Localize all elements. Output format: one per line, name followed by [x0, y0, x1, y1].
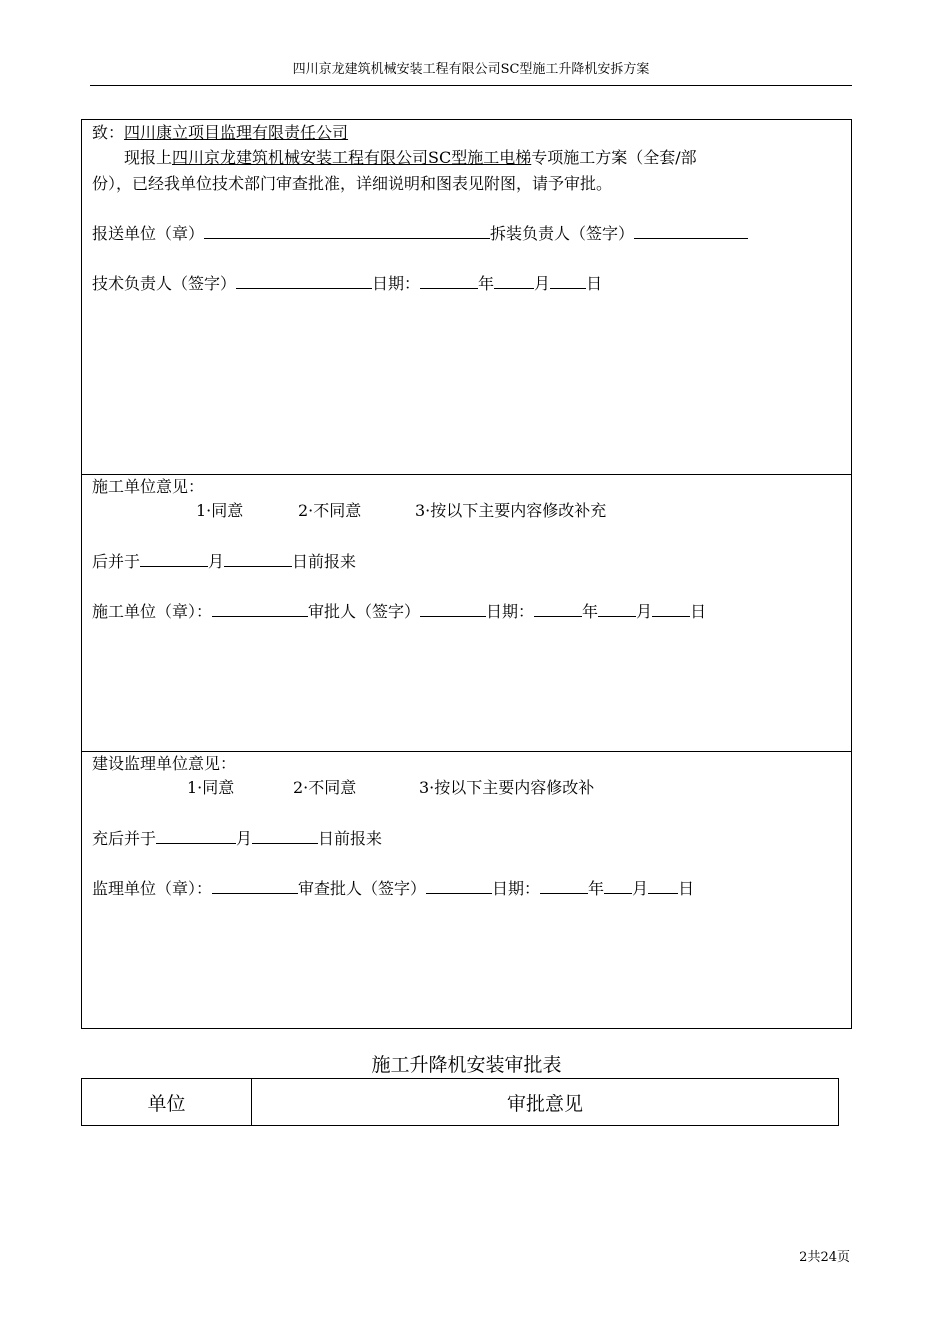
month-field[interactable]: [494, 272, 534, 289]
year-field[interactable]: [540, 877, 588, 894]
approver-field[interactable]: [420, 600, 486, 617]
para-prefix: 现报上: [124, 148, 173, 167]
submission-section: [81, 119, 852, 475]
resubmit-day-field[interactable]: [252, 827, 318, 844]
supervisor-unit-label: 监理单位（章）：: [92, 879, 213, 898]
month-field[interactable]: [604, 877, 632, 894]
addressee-line: [92, 123, 348, 143]
month-label: 月: [632, 879, 649, 898]
contractor-unit-label: 施工单位（章）：: [92, 602, 213, 621]
date-label: 日期：: [372, 274, 421, 293]
supervisor-option-disagree[interactable]: 2·不同意: [293, 778, 357, 797]
resubmit-month-label: 月: [236, 829, 253, 848]
addressee-company: 四川康立项目监理有限责任公司: [124, 123, 349, 142]
day-field[interactable]: [652, 600, 690, 617]
contractor-option-agree[interactable]: 1·同意: [196, 501, 244, 520]
supervisor-option-revise[interactable]: 3·按以下主要内容修改补: [419, 778, 595, 797]
year-field[interactable]: [420, 272, 478, 289]
contractor-opinion-title: 施工单位意见：: [92, 477, 205, 496]
supervisor-sign-line: [92, 877, 694, 899]
resubmit-month-field[interactable]: [156, 827, 236, 844]
header-rule: [90, 85, 852, 86]
contractor-option-disagree[interactable]: 2·不同意: [298, 501, 362, 520]
tech-lead-label: 技术负责人（签字）: [92, 274, 237, 293]
month-field[interactable]: [598, 600, 636, 617]
year-label: 年: [478, 274, 495, 293]
approver-field[interactable]: [426, 877, 492, 894]
approval-table-col-unit: 单位: [82, 1079, 252, 1125]
resubmit-month-field[interactable]: [140, 550, 208, 567]
year-label: 年: [582, 602, 599, 621]
submit-unit-field[interactable]: [204, 222, 490, 239]
approval-table-col-opinion: 审批意见: [506, 1092, 583, 1115]
submit-unit-label: 报送单位（章）: [92, 224, 205, 243]
contractor-opinion-section: [81, 474, 852, 752]
supervisor-option-agree[interactable]: 1·同意: [187, 778, 235, 797]
dismantle-lead-label: 拆装负责人（签字）: [490, 224, 635, 243]
year-label: 年: [588, 879, 605, 898]
dismantle-lead-field[interactable]: [634, 222, 748, 239]
page-number: 2共24页: [799, 1250, 850, 1265]
year-field[interactable]: [534, 600, 582, 617]
approver-label: 审查批人（签字）: [298, 879, 427, 898]
contractor-resubmit-line: [92, 550, 356, 572]
supervisor-opinion-section: [81, 751, 852, 1029]
approval-table-title: 施工升降机安装审批表: [371, 1054, 562, 1076]
day-label: 日: [678, 879, 695, 898]
date-label: 日期：: [486, 602, 535, 621]
addressee-prefix: 致：: [92, 123, 125, 142]
submission-paragraph-line2: 份），已经我单位技术部门审查批准，详细说明和图表见附图，请予审批。: [92, 174, 613, 193]
tech-lead-line: [92, 272, 602, 294]
approver-label: 审批人（签字）: [308, 602, 421, 621]
resubmit-suffix: 日前报来: [318, 829, 383, 848]
tech-lead-field[interactable]: [236, 272, 372, 289]
para-suffix: 专项施工方案（全套/部: [531, 148, 697, 167]
date-label: 日期：: [492, 879, 541, 898]
supervisor-unit-field[interactable]: [212, 877, 298, 894]
supervisor-opinion-title: 建设监理单位意见：: [92, 754, 237, 773]
month-label: 月: [636, 602, 653, 621]
contractor-unit-field[interactable]: [212, 600, 308, 617]
day-field[interactable]: [550, 272, 586, 289]
day-field[interactable]: [648, 877, 678, 894]
day-label: 日: [690, 602, 707, 621]
submission-paragraph-line1: [124, 148, 697, 168]
contractor-sign-line: [92, 600, 706, 622]
supervisor-resubmit-line: [92, 827, 382, 849]
month-label: 月: [534, 274, 551, 293]
resubmit-prefix: 后并于: [92, 552, 141, 571]
resubmit-day-field[interactable]: [224, 550, 292, 567]
resubmit-suffix: 日前报来: [292, 552, 357, 571]
submit-unit-line: [92, 222, 748, 244]
contractor-option-revise[interactable]: 3·按以下主要内容修改补充: [415, 501, 607, 520]
resubmit-month-label: 月: [208, 552, 225, 571]
resubmit-prefix: 充后并于: [92, 829, 157, 848]
approval-table: [81, 1078, 839, 1126]
page-header: 四川京龙建筑机械安装工程有限公司SC型施工升降机安拆方案: [292, 62, 650, 77]
day-label: 日: [586, 274, 603, 293]
para-company: 四川京龙建筑机械安装工程有限公司SC型施工电梯: [172, 148, 532, 167]
